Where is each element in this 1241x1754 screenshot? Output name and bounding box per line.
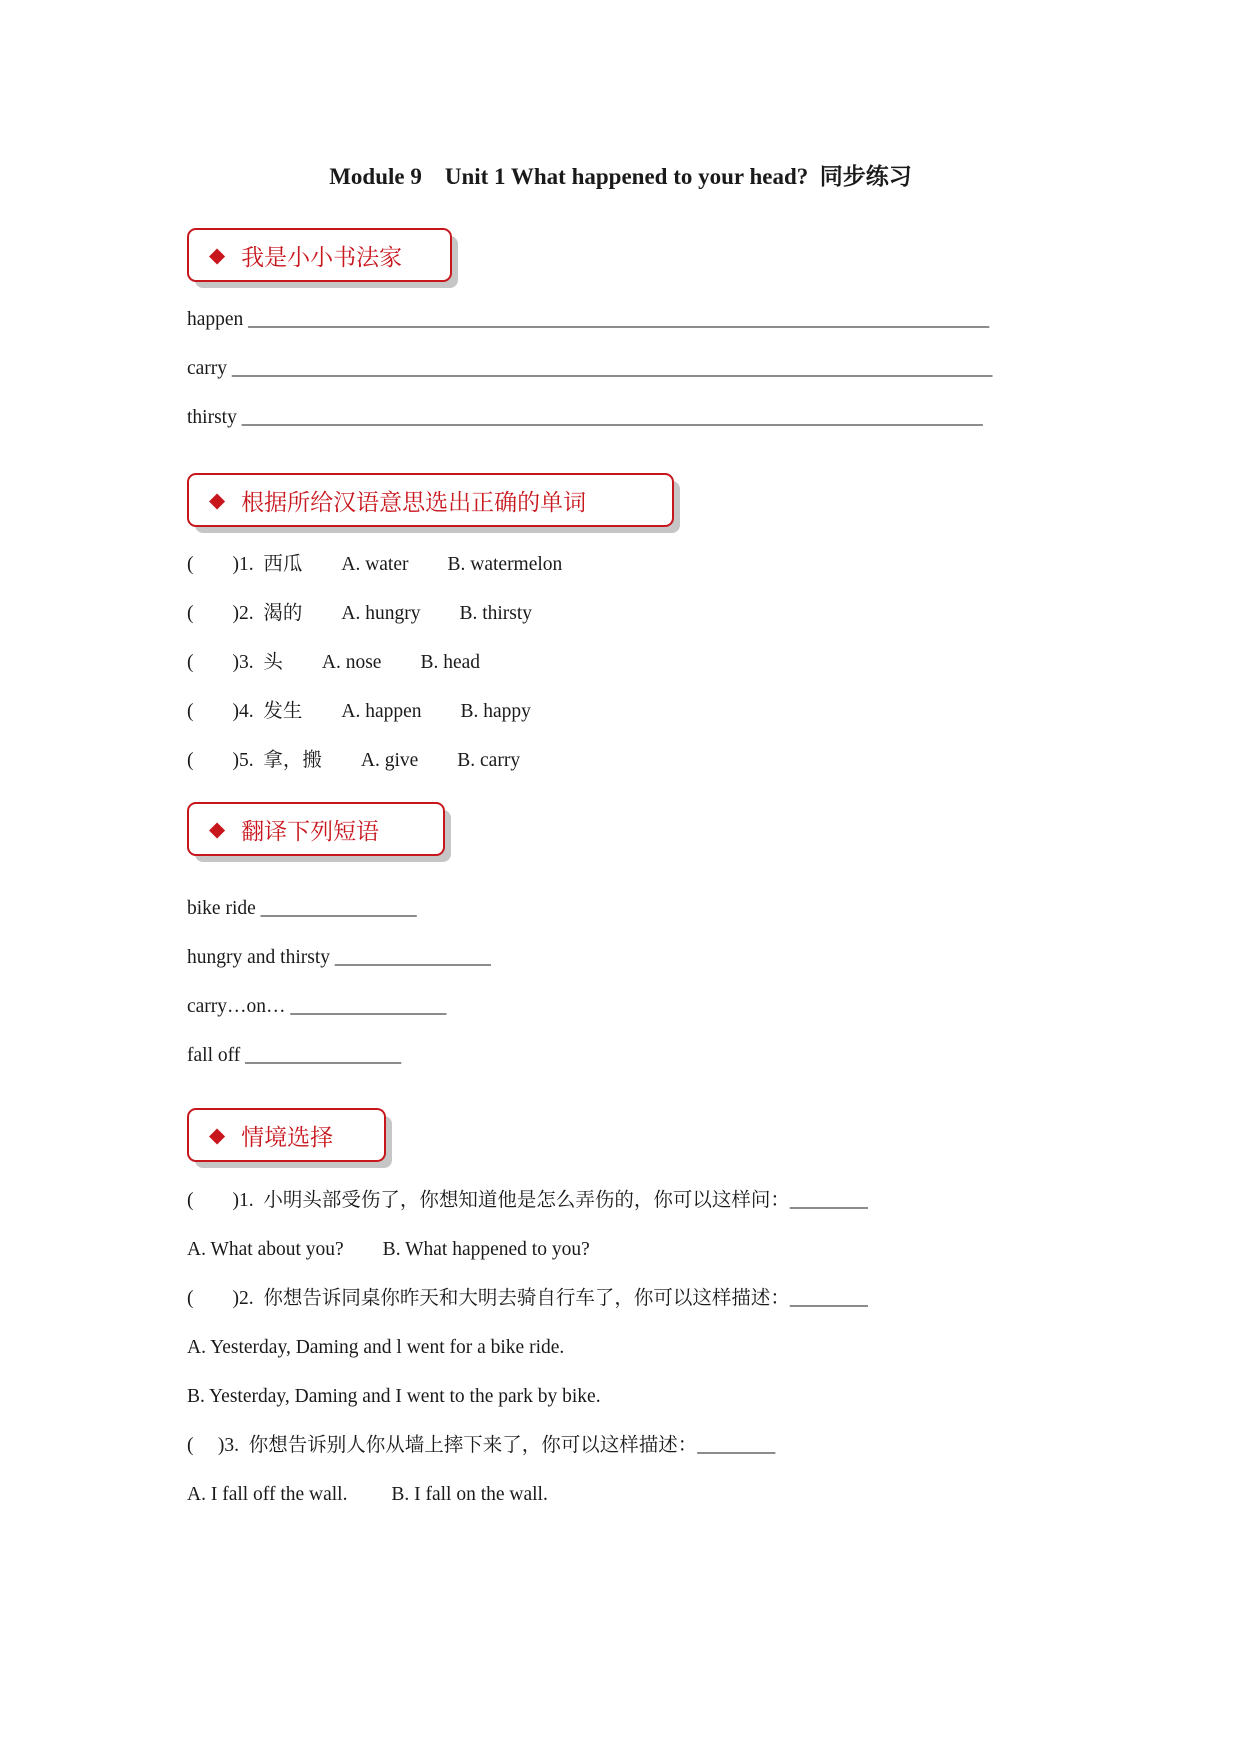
- situation-options: A. I fall off the wall. B. I fall on the wall.: [187, 1484, 548, 1505]
- diamond-icon: ◆: [209, 1122, 226, 1147]
- section-heading-translate: [187, 802, 445, 856]
- phrase-item: hungry and thirsty ________________: [187, 947, 491, 968]
- question-item: ( )3. 头 A. nose B. head: [187, 652, 481, 673]
- diamond-icon: ◆: [209, 487, 226, 512]
- situation-question: ( )1. 小明头部受伤了，你想知道他是怎么弄伤的，你可以这样问：________: [187, 1190, 868, 1211]
- section-heading-label: 翻译下列短语: [241, 818, 380, 845]
- section-heading-situational: [187, 1108, 386, 1162]
- question-item: ( )2. 渴的 A. hungry B. thirsty: [187, 603, 533, 624]
- copy-line-happen: happen ____________________________________________________________________________: [187, 309, 990, 330]
- question-item: ( )4. 发生 A. happen B. happy: [187, 701, 531, 722]
- situation-question: ( )2. 你想告诉同桌你昨天和大明去骑自行车了，你可以这样描述：________: [187, 1288, 868, 1309]
- section-heading-label: 根据所给汉语意思选出正确的单词: [241, 489, 587, 516]
- section-heading-choose-word: [187, 473, 674, 527]
- situation-options: A. What about you? B. What happened to you?: [187, 1239, 590, 1260]
- diamond-icon: ◆: [209, 242, 226, 267]
- situation-option: A. Yesterday, Daming and l went for a bike ride.: [187, 1337, 565, 1358]
- section-heading-label: 情境选择: [241, 1124, 334, 1151]
- phrase-item: fall off ________________: [187, 1045, 402, 1066]
- copy-line-carry: carry ______________________________________________________________________________: [187, 358, 993, 379]
- phrase-item: bike ride ________________: [187, 898, 417, 919]
- situation-question: ( )3. 你想告诉别人你从墙上摔下来了，你可以这样描述：________: [187, 1435, 776, 1456]
- section-heading-label: 我是小小书法家: [241, 244, 403, 271]
- phrase-item: carry…on… ________________: [187, 996, 447, 1017]
- page-title: Module 9 Unit 1 What happened to your head? 同步练习: [329, 164, 912, 189]
- question-item: ( )1. 西瓜 A. water B. watermelon: [187, 554, 563, 575]
- section-heading-calligraphy: [187, 228, 452, 282]
- situation-option: B. Yesterday, Daming and I went to the park by bike.: [187, 1386, 601, 1407]
- diamond-icon: ◆: [209, 816, 226, 841]
- copy-line-thirsty: thirsty ____________________________________________________________________________: [187, 407, 983, 428]
- question-item: ( )5. 拿，搬 A. give B. carry: [187, 750, 521, 771]
